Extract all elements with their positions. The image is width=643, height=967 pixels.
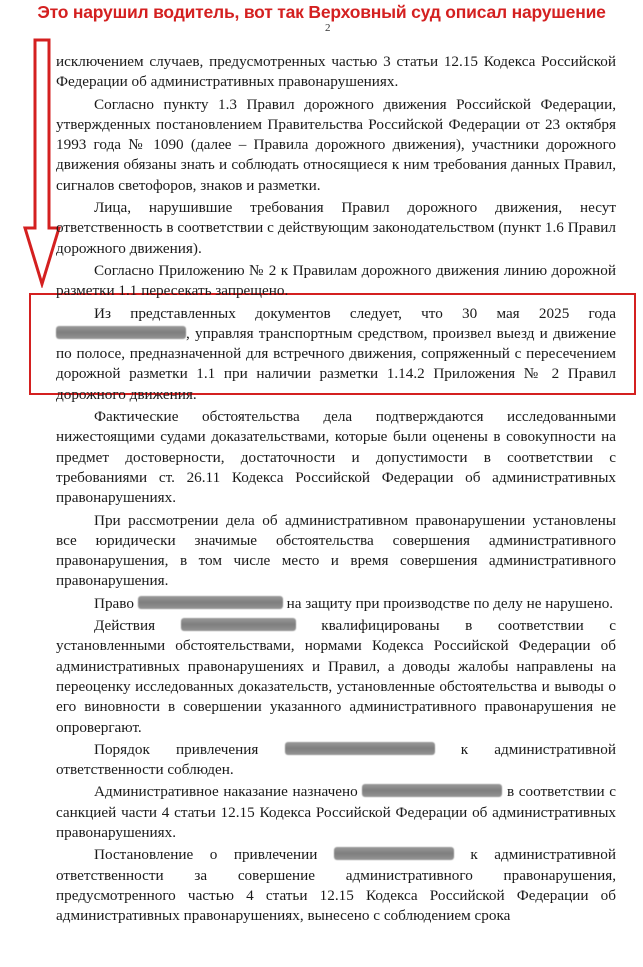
paragraph-7: При рассмотрении дела об административном правонарушении установлены все юридически значимые обстоятельства совершения административного правонарушения, в том числе место и время совершения административного правонарушения. [56, 511, 616, 590]
redaction-name [362, 784, 502, 797]
paragraph-10-end: к административной ответственности соблюден. [56, 740, 616, 779]
paragraph-5-start: Из представленных документов следует, что 30 мая 2025 года [94, 304, 616, 322]
redaction-name [181, 618, 296, 631]
paragraph-9-start: Действия [94, 617, 156, 635]
paragraph-5-highlighted [56, 304, 616, 405]
paragraph-9-end: квалифицированы в соответствии с установленными обстоятельствами, нормами Кодекса Российской Федерации об административных правонарушениях и Правил, а доводы жалобы направлены на переоценку исследованных доказательств, установленные обстоятельства и выводы о его виновности в совершении указанного административного правонарушения не опровергают. [56, 617, 616, 736]
headline-caption: Это нарушил водитель, вот так Верховный суд описал нарушение [37, 2, 606, 22]
paragraph-9 [56, 616, 616, 738]
redaction-name [56, 326, 186, 339]
paragraph-8-start: Право [94, 594, 134, 612]
paragraph-10-start: Порядок привлечения [94, 740, 259, 758]
paragraph-1: исключением случаев, предусмотренных частью 3 статьи 12.15 Кодекса Российской Федерации об административных правонарушениях. [56, 53, 616, 91]
redaction-name [138, 596, 283, 609]
redaction-name [334, 847, 454, 860]
paragraph-12 [56, 845, 616, 926]
paragraph-4: Согласно Приложению № 2 к Правилам дорожного движения линию дорожной разметки 1.1 пересекать запрещено. [56, 261, 616, 300]
redaction-name [285, 742, 435, 755]
paragraph-5-end: , управляя транспортным средством, произвел выезд и движение по полосе, предназначенной для встречного движения, сопряженный с пересечением дорожной разметки 1.1 при наличии разметки 1.14.2 Приложения № 2 Правил дорожного движения. [56, 324, 616, 403]
paragraph-2: Согласно пункту 1.3 Правил дорожного движения Российской Федерации, утвержденных постановлением Правительства Российской Федерации от 23 октября 1993 года № 1090 (далее – Правила дорожного движения), участники дорожного движения обязаны знать и соблюдать относящиеся к ним требования данных Правил, сигналов светофоров, знаков и разметки. [56, 95, 616, 194]
paragraph-12-end: к административной ответственности за совершение административного правонарушения, предусмотренного частью 4 статьи 12.15 Кодекса Российской Федерации об административных правонарушениях, вынесено с соблюдением срока [56, 846, 617, 925]
page-number: 2 [325, 22, 331, 34]
paragraph-11 [56, 782, 616, 843]
paragraph-12-start: Постановление о привлечении [94, 846, 318, 864]
paragraph-8-end: на защиту при производстве по делу не нарушено. [286, 594, 614, 612]
document-body [56, 52, 616, 926]
paragraph-6: Фактические обстоятельства дела подтверждаются исследованными нижестоящими судами доказательствами, которые были оценены в совокупности на предмет достоверности, достаточности и допустимости в соответствии с требованиями ст. 26.11 Кодекса Российской Федерации об административных правонарушениях. [56, 408, 616, 507]
paragraph-8 [56, 594, 616, 614]
paragraph-10 [56, 740, 616, 781]
paragraph-11-end: в соответствии с санкцией части 4 статьи 12.15 Кодекса Российской Федерации об административных правонарушениях. [56, 783, 616, 841]
paragraph-11-start: Административное наказание назначено [94, 783, 358, 801]
paragraph-3: Лица, нарушившие требования Правил дорожного движения, несут ответственность в соответствии с действующим законодательством (пункт 1.6 Правил дорожного движения). [56, 199, 616, 257]
